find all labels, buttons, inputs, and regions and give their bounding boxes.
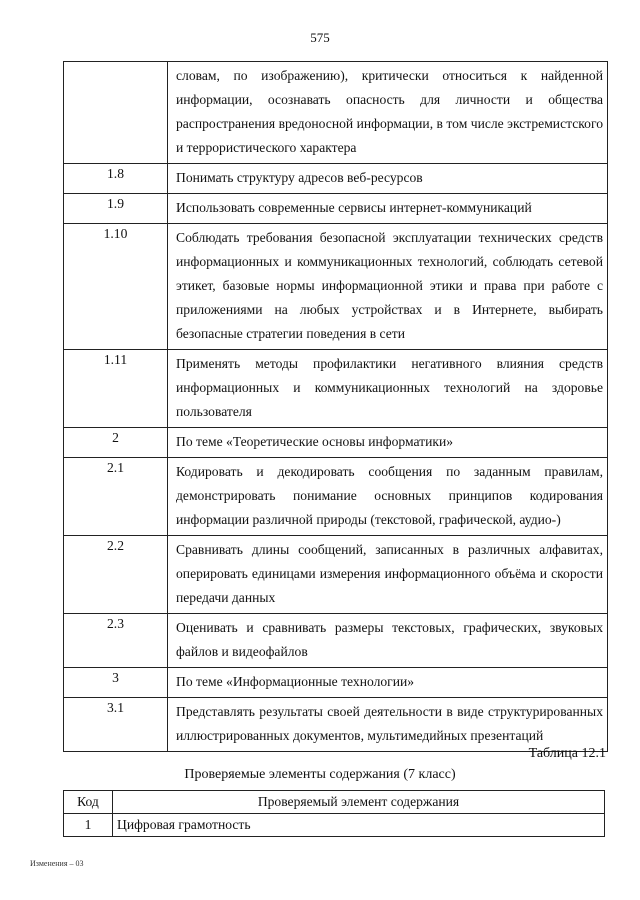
table-row — [64, 350, 608, 428]
header-code: Код — [64, 791, 113, 814]
row-code: 3.1 — [64, 698, 168, 752]
row-text: словам, по изображению), критически относиться к найденной информации, осознавать опасность для личности и общества распространения вредоносной информации, в том числе экстремистского и террористического характера — [168, 62, 608, 164]
table-row — [64, 458, 608, 536]
row-code: 1.9 — [64, 194, 168, 224]
table-row — [64, 224, 608, 350]
row-code: 1.11 — [64, 350, 168, 428]
row-text: По теме «Информационные технологии» — [168, 668, 608, 698]
table-row — [64, 62, 608, 164]
table-row — [64, 698, 608, 752]
table-row — [64, 668, 608, 698]
row-code — [64, 62, 168, 164]
row-text: Кодировать и декодировать сообщения по заданным правилам, демонстрировать понимание основных принципов кодирования информации различной природы (текстовой, графической, аудио-) — [168, 458, 608, 536]
table-title: Проверяемые элементы содержания (7 класс) — [184, 767, 456, 782]
row-text: Применять методы профилактики негативного влияния средств информационных и коммуникационных технологий на здоровье пользователя — [168, 350, 608, 428]
row-text: Сравнивать длины сообщений, записанных в различных алфавитах, оперировать единицами измерения информационного объёма и скорости передачи данных — [168, 536, 608, 614]
row-text: Представлять результаты своей деятельности в виде структурированных иллюстрированных документов, мультимедийных презентаций — [168, 698, 608, 752]
table-row — [64, 614, 608, 668]
table-row — [64, 164, 608, 194]
row-code: 2 — [64, 428, 168, 458]
row-code: 1.10 — [64, 224, 168, 350]
table-row — [64, 814, 605, 837]
row-code: 2.1 — [64, 458, 168, 536]
row-code: 2.3 — [64, 614, 168, 668]
results-table — [63, 61, 608, 752]
page-number: 575 — [310, 30, 330, 45]
row-text: Использовать современные сервисы интернет-коммуникаций — [168, 194, 608, 224]
row-code: 2.2 — [64, 536, 168, 614]
row-text: Понимать структуру адресов веб-ресурсов — [168, 164, 608, 194]
row-text: Соблюдать требования безопасной эксплуатации технических средств информационных и коммуникационных технологий, соблюдать сетевой этикет, базовые нормы информационной этики и права при работе с приложениями на любых устройствах и в Интернете, выбирать безопасные стратегии поведения в сети — [168, 224, 608, 350]
content-elements-table — [63, 790, 605, 837]
row-text: Цифровая грамотность — [113, 814, 605, 837]
row-code: 3 — [64, 668, 168, 698]
header-element: Проверяемый элемент содержания — [113, 791, 605, 814]
table-row — [64, 428, 608, 458]
table-row — [64, 194, 608, 224]
table-header-row — [64, 791, 605, 814]
table-caption: Таблица 12.1 — [528, 746, 606, 761]
table-row — [64, 536, 608, 614]
row-text: По теме «Теоретические основы информатики» — [168, 428, 608, 458]
footer-note: Изменения – 03 — [30, 859, 84, 868]
row-text: Оценивать и сравнивать размеры текстовых, графических, звуковых файлов и видеофайлов — [168, 614, 608, 668]
row-code: 1 — [64, 814, 113, 837]
row-code: 1.8 — [64, 164, 168, 194]
